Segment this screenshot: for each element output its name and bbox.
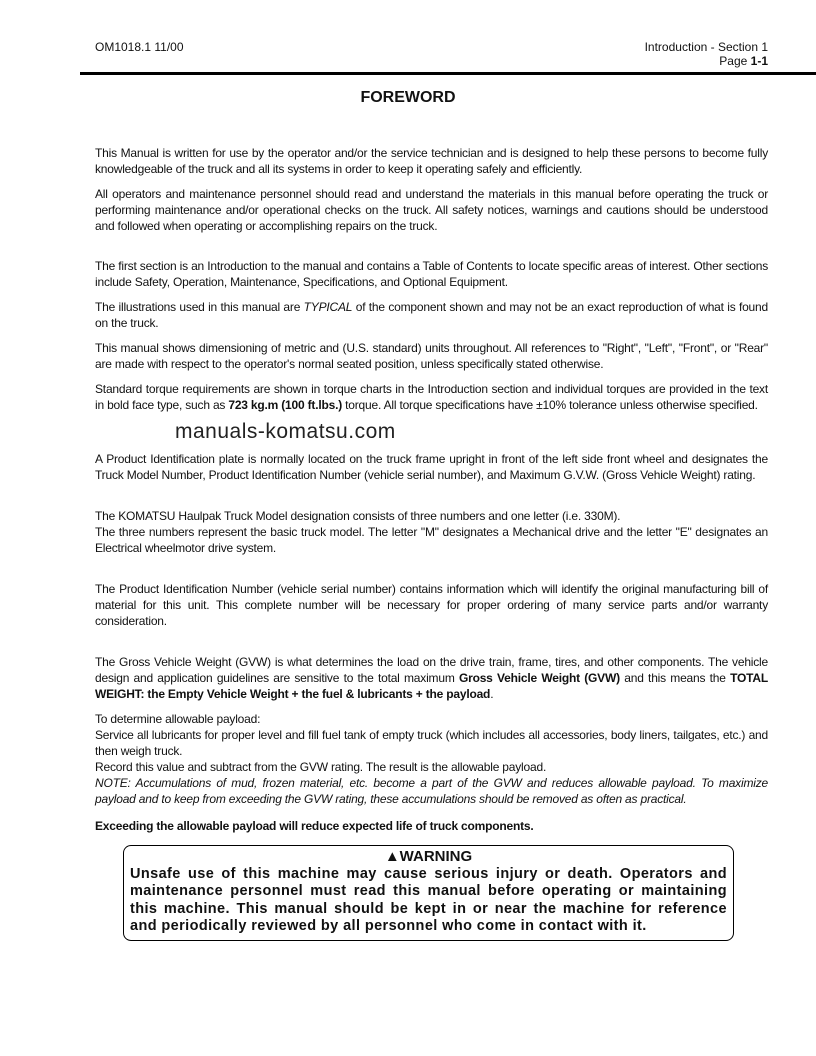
paragraph-illustrations: The illustrations used in this manual are TYPICAL of the component shown and may not be an exact reproduction of what is found on the truck.	[95, 300, 768, 330]
section-header	[645, 40, 768, 68]
warning-box	[123, 845, 734, 941]
warning-title: ▲WARNING	[384, 848, 473, 865]
paragraph-payload-warning: Exceeding the allowable payload will reduce expected life of truck components.	[95, 819, 534, 833]
paragraph-identification-plate: A Product Identification plate is normally located on the truck frame upright in front of the left side front wheel and designates the Truck Model Number, Product Identification Number (vehicle serial number), and Maximum G.V.W. (Gross Vehicle Weight) rating.	[95, 452, 768, 482]
warning-body: Unsafe use of this machine may cause serious injury or death. Operators and maintenance personnel must read this manual before operating or maintaining this machine. This manual should be kept in or near the machine for reference and periodically reviewed by all personnel who come in contact with it.	[130, 865, 727, 934]
paragraph-gvw: The Gross Vehicle Weight (GVW) is what determines the load on the drive train, frame, tires, and other components. The vehicle design and application guidelines are sensitive to the total maximum Gross Vehicle Weight (GVW) and this means the TOTAL WEIGHT: the Empty Vehicle Weight + the fuel & lubricants + the payload.	[95, 655, 768, 701]
paragraph-sections: The first section is an Introduction to the manual and contains a Table of Contents to locate specific areas of interest. Other sections include Safety, Operation, Maintenance, Specifications, and Optional Equipment.	[95, 259, 768, 289]
watermark: manuals-komatsu.com	[175, 420, 396, 443]
header-rule	[80, 72, 816, 75]
paragraph-torque: Standard torque requirements are shown in torque charts in the Introduction section and individual torques are provided in the text in bold face type, such as 723 kg.m (100 ft.lbs.) torque. All torque specifications have ±10% tolerance unless otherwise specified.	[95, 382, 768, 412]
page-number: Page 1-1	[719, 54, 768, 68]
page-content	[95, 145, 768, 941]
page-title: FOREWORD	[360, 89, 456, 106]
paragraph-read-manual: All operators and maintenance personnel should read and understand the materials in this manual before operating the truck or performing maintenance and/or operational checks on the truck. All safety notices, warnings and cautions should be understood and followed when operating or accomplishing repairs on the truck.	[95, 187, 768, 233]
paragraph-payload: To determine allowable payload: Service all lubricants for proper level and fill fuel tank of empty truck (which includes all accessories, body liners, tailgates, etc.) and then weigh truck. Record this value and subtract from the GVW rating. The result is the allowable payload. NOTE: Accumulations of mud, frozen material, etc. become a part of the GVW and reduces allowable payload. To maximize payload and to keep from exceeding the GVW rating, these accumulations should be removed as often as practical.	[95, 712, 768, 806]
paragraph-serial-number: The Product Identification Number (vehicle serial number) contains information which will identify the original manufacturing bill of material for this unit. This complete number will be necessary for proper ordering of many service parts and/or warranty consideration.	[95, 582, 768, 628]
section-label: Introduction - Section 1	[644, 40, 768, 54]
paragraph-purpose: This Manual is written for use by the operator and/or the service technician and is designed to help these persons to become fully knowledgeable of the truck and all its systems in order to keep it operating safely and efficiently.	[95, 146, 768, 176]
document-id: OM1018.1 11/00	[95, 40, 184, 54]
warning-triangle-icon: ▲	[384, 848, 400, 865]
paragraph-model-designation: The KOMATSU Haulpak Truck Model designation consists of three numbers and one letter (i.e. 330M). The three numbers represent the basic truck model. The letter "M" designates a Mechanical drive and the letter "E" designates an Electrical wheelmotor drive system.	[95, 509, 768, 555]
paragraph-dimensions: This manual shows dimensioning of metric and (U.S. standard) units throughout. All references to "Right", "Left", "Front", or "Rear" are made with respect to the operator's normal seated position, unless specifically stated otherwise.	[95, 341, 768, 371]
